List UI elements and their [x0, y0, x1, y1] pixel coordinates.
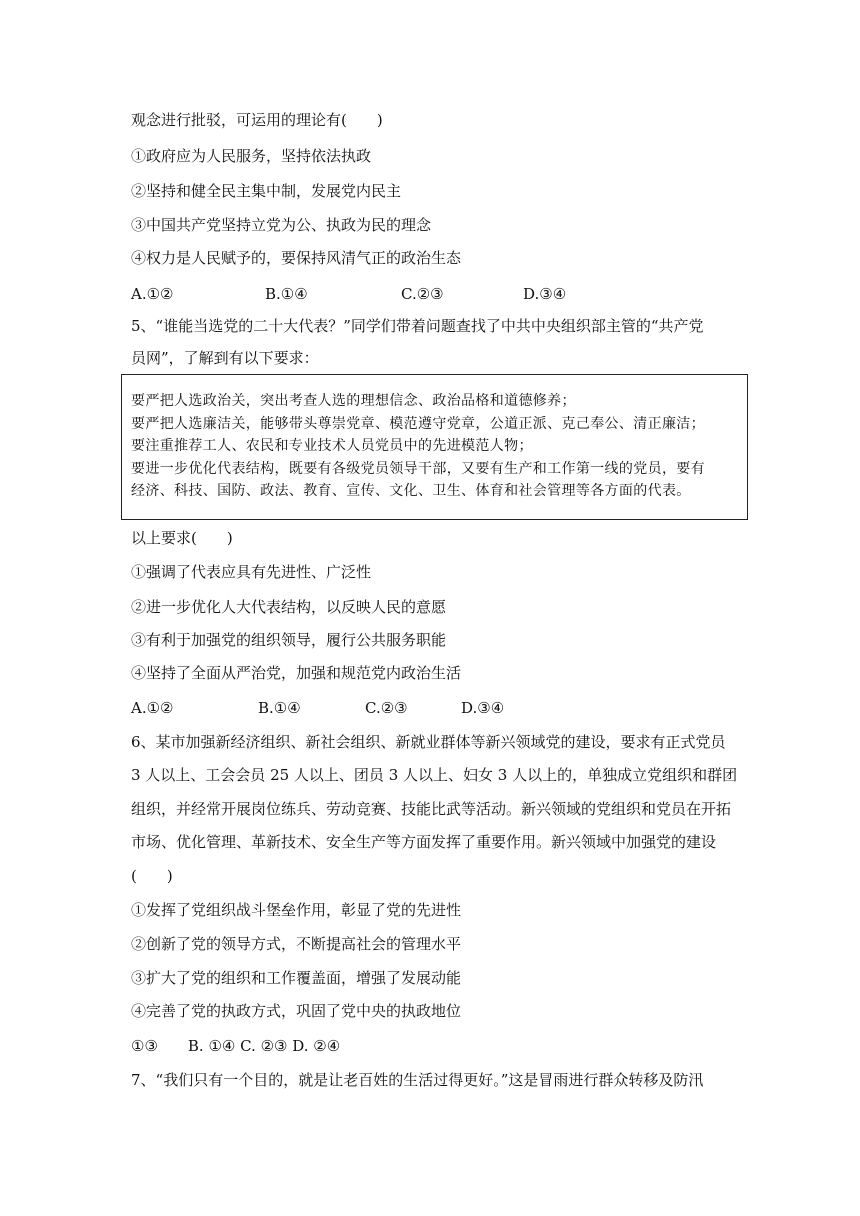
q5-box-line-1: 要严把人选政治关，突出考查人选的理想信念、政治品格和道德修养； — [131, 393, 576, 409]
q4-option-b: B.①④ — [265, 285, 308, 303]
q4-option-c: C.②③ — [401, 285, 444, 303]
q5-option-c: C.②③ — [365, 699, 408, 717]
q4-item-3: ③中国共产党坚持立党为公、执政为民的理念 — [131, 216, 432, 234]
q5-question: 以上要求( ) — [131, 529, 233, 547]
q5-box-line-5: 经济、科技、国防、政法、教育、宣传、文化、卫生、体育和社会管理等各方面的代表。 — [131, 483, 691, 499]
q5-box-line-2: 要严把人选廉洁关，能够带头尊崇党章、模范遵守党章，公道正派、克己奉公、清正廉洁； — [131, 415, 705, 432]
q5-requirements-box — [121, 374, 748, 520]
q6-stem-line-2: 3 人以上、工会会员 25 人以上、团员 3 人以上、妇女 3 人以上的，单独成立党组织和群团 — [131, 766, 738, 784]
q5-stem-line-1: 5、“谁能当选党的二十大代表？”同学们带着问题查找了中共中央组织部主管的“共产党 — [131, 317, 704, 335]
q5-stem-line-2: 员网”，了解到有以下要求： — [131, 349, 319, 367]
q4-item-4: ④权力是人民赋予的，要保持风清气正的政治生态 — [131, 249, 462, 267]
q5-item-1: ①强调了代表应具有先进性、广泛性 — [131, 563, 372, 581]
q6-item-3: ③扩大了党的组织和工作覆盖面，增强了发展动能 — [131, 969, 462, 987]
q5-option-b: B.①④ — [258, 699, 301, 717]
q6-stem-line-3: 组织，并经常开展岗位练兵、劳动竞赛、技能比武等活动。新兴领域的党组织和党员在开拓 — [131, 800, 732, 818]
q6-stem-line-4: 市场、优化管理、革新技术、安全生产等方面发挥了重要作用。新兴领域中加强党的建设 — [131, 833, 717, 851]
q4-item-1: ①政府应为人民服务，坚持依法执政 — [131, 147, 372, 165]
q4-stem-tail: 观念进行批驳，可运用的理论有( ) — [131, 111, 383, 129]
q4-option-a: A.①② — [131, 285, 174, 303]
q6-stem-line-1: 6、某市加强新经济组织、新社会组织、新就业群体等新兴领域党的建设，要求有正式党员 — [131, 733, 726, 751]
q6-item-1: ①发挥了党组织战斗堡垒作用，彰显了党的先进性 — [131, 901, 462, 919]
q5-item-3: ③有利于加强党的组织领导，履行公共服务职能 — [131, 631, 447, 649]
q6-item-4: ④完善了党的执政方式，巩固了党中央的执政地位 — [131, 1002, 462, 1020]
q7-stem-line-1: 7、“我们只有一个目的，就是让老百姓的生活过得更好。”这是冒雨进行群众转移及防汛 — [131, 1071, 704, 1089]
q4-item-2: ②坚持和健全民主集中制，发展党内民主 — [131, 182, 402, 200]
q5-option-a: A.①② — [131, 699, 174, 717]
q5-box-line-4: 要进一步优化代表结构，既要有各级党员领导干部，又要有生产和工作第一线的党员，要有 — [131, 460, 705, 477]
q5-box-line-3: 要注重推荐工人、农民和专业技术人员党员中的先进模范人物； — [131, 438, 533, 454]
q6-stem-line-5: ( ) — [131, 867, 173, 885]
q5-item-4: ④坚持了全面从严治党，加强和规范党内政治生活 — [131, 664, 462, 682]
q5-option-d: D.③④ — [461, 699, 505, 717]
q6-options: ①③ B. ①④ C. ②③ D. ②④ — [131, 1037, 341, 1055]
q6-item-2: ②创新了党的领导方式，不断提高社会的管理水平 — [131, 935, 462, 953]
q5-item-2: ②进一步优化人大代表结构，以反映人民的意愿 — [131, 598, 447, 616]
q4-option-d: D.③④ — [523, 285, 567, 303]
